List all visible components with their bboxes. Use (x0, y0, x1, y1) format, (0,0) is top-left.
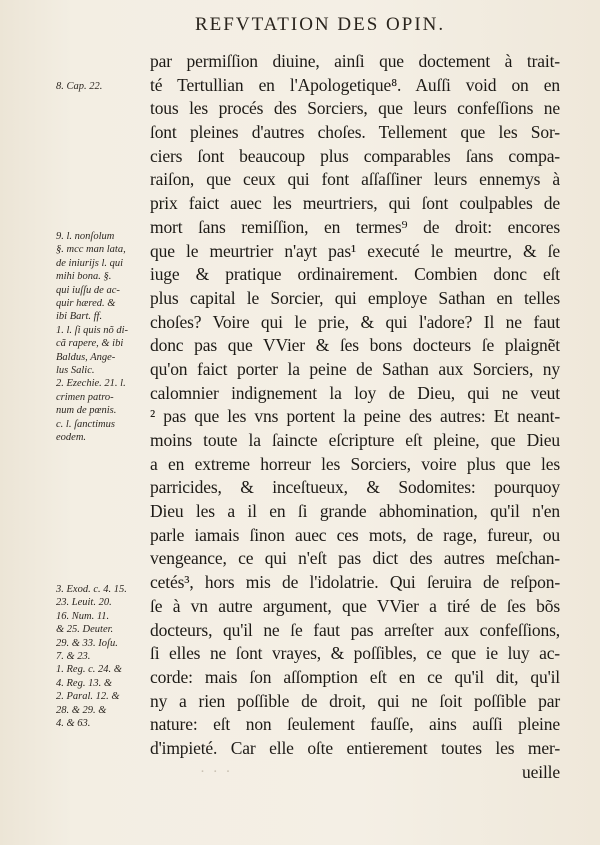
margin-note-line: 4. & 63. (56, 718, 91, 730)
margin-note-line: 3. Exod. c. 4. 15. (56, 584, 127, 595)
margin-note-1 (56, 80, 152, 93)
body-line: ueille (522, 761, 560, 782)
margin-note-line: 9. l. nonſolum (56, 231, 115, 242)
margin-note-line: Baldus, Ange- (56, 351, 116, 363)
margin-note-line: 2. Paral. 12. & (56, 691, 120, 703)
margin-note-line: 16. Num. 11. (56, 610, 110, 622)
margin-note-line: 8. Cap. 22. (56, 81, 103, 92)
body-line: nature: eſt non ſeulement fauſſe, ains auſſi pleine (150, 714, 560, 735)
faint-stamp-mark: · · · (200, 764, 233, 780)
body-line: moins toute la ſaincte eſcripture eſt pleine, que Dieu (150, 430, 560, 450)
margin-note-line: 7. & 23. (56, 651, 91, 663)
margin-note-line: ibi Bart. ff. (56, 311, 103, 323)
body-line: corde: mais ſon aſſomption eſt en ce qu'il dit, qu'il (150, 666, 560, 687)
margin-note-line: 23. Leuit. 20. (56, 597, 112, 609)
body-line: choſes? Voire qui le prie, & qui l'adore? Il ne faut (150, 311, 560, 332)
body-line: parle iamais ſinon auec ces mots, de rage, fureur, ou (150, 524, 560, 545)
body-line: vengeance, ce qui n'eſt pas dict des autres meſchan- (150, 548, 560, 569)
body-line: ſe à vn autre argument, que VVier a tiré de ſes bõs (150, 595, 560, 616)
body-line: parricides, & inceſtueux, & Sodomites: pourquoy (150, 477, 560, 498)
margin-note-line: 4. Reg. 13. & (56, 677, 112, 689)
margin-note-line: qui iuſſu de ac- (56, 284, 120, 296)
margin-note-line: crimen patro- (56, 391, 114, 403)
body-line: que le meurtrier n'ayt pas¹ executé le meurtre, & ſe (150, 240, 560, 261)
body-line: ſi elles ne ſont vrayes, & poſſibles, ce que ie luy ac- (150, 643, 560, 664)
body-line: a en extreme horreur les Sorciers, voire plus que les (150, 453, 560, 474)
margin-note-2 (56, 230, 152, 445)
body-line: prix faict auec les meurtriers, qui ſont coulpables de (150, 193, 560, 214)
body-line: iuge & pratique ordinairement. Combien donc eſt (150, 264, 560, 285)
body-line: ² pas que les vns portent la peine des autres: Et neant- (150, 406, 560, 427)
margin-note-line: 29. & 33. Ioſu. (56, 637, 118, 649)
margin-note-line: 1. l. ſi quis nõ di- (56, 324, 129, 336)
body-line: docteurs, qu'il ne ſe faut pas arreſter aux confeſſions, (150, 619, 560, 640)
margin-note-line: eodem. (56, 432, 87, 444)
body-line: donc pas que VVier & ſes bons docteurs ſe plaignẽt (150, 335, 560, 356)
body-line: d'impieté. Car elle oſte entierement toutes les mer- (150, 737, 560, 758)
body-line: calomnier indignement la loy de Dieu, qui ne veut (150, 382, 560, 403)
margin-note-line: lus Salic. (56, 365, 95, 377)
body-line: Dieu les a il en ſi grande abhomination, qu'il n'en (150, 501, 560, 522)
margin-note-line: num de pœnis. (56, 405, 117, 417)
body-line: ny a rien poſſible de droit, qui ne ſoit poſſible par (150, 690, 560, 711)
margin-note-line: §. mcc man lata, (56, 244, 126, 256)
body-line: ciers ſont beaucoup plus comparables ſans compa- (150, 145, 560, 166)
running-head: REFVTATION DES OPIN. (195, 14, 446, 35)
body-line: plus capital le Sorcier, qui employe Sathan en telles (150, 287, 560, 308)
margin-note-line: cã rapere, & ibi (56, 338, 124, 350)
margin-note-line: 2. Ezechie. 21. l. (56, 378, 126, 390)
margin-note-line: de iniurijs l. qui (56, 257, 124, 269)
margin-note-line: c. l. ſanctimus (56, 418, 115, 430)
margin-note-line: mihi bona. §. (56, 271, 112, 283)
body-line: cetés³, hors mis de l'idolatrie. Qui ſeruira de reſpon- (150, 572, 560, 593)
margin-note-line: quir hæred. & (56, 298, 116, 310)
body-line: mort ſans remiſſion, en termes⁹ de droit: encores (150, 216, 560, 237)
body-text (150, 50, 560, 784)
body-line: tous les procés des Sorciers, que leurs confeſſions ne (150, 98, 560, 119)
margin-note-3 (56, 583, 152, 730)
margin-note-line: 28. & 29. & (56, 704, 107, 716)
margin-note-line: 1. Reg. c. 24. & (56, 664, 122, 676)
body-line: par permiſſion diuine, ainſi que doctement à trait- (150, 51, 560, 71)
body-line: té Tertullian en l'Apologetique⁸. Auſſi void on en (150, 74, 560, 95)
body-line: raiſon, que ceux qui font aſſaſſiner leurs ennemys à (150, 169, 560, 190)
body-line: ſont pleines d'autres choſes. Tellement que les Sor- (150, 122, 560, 143)
body-line: qu'on faict porter la peine de Sathan aux Sorciers, ny (150, 358, 560, 379)
margin-note-line: & 25. Deuter. (56, 624, 114, 636)
